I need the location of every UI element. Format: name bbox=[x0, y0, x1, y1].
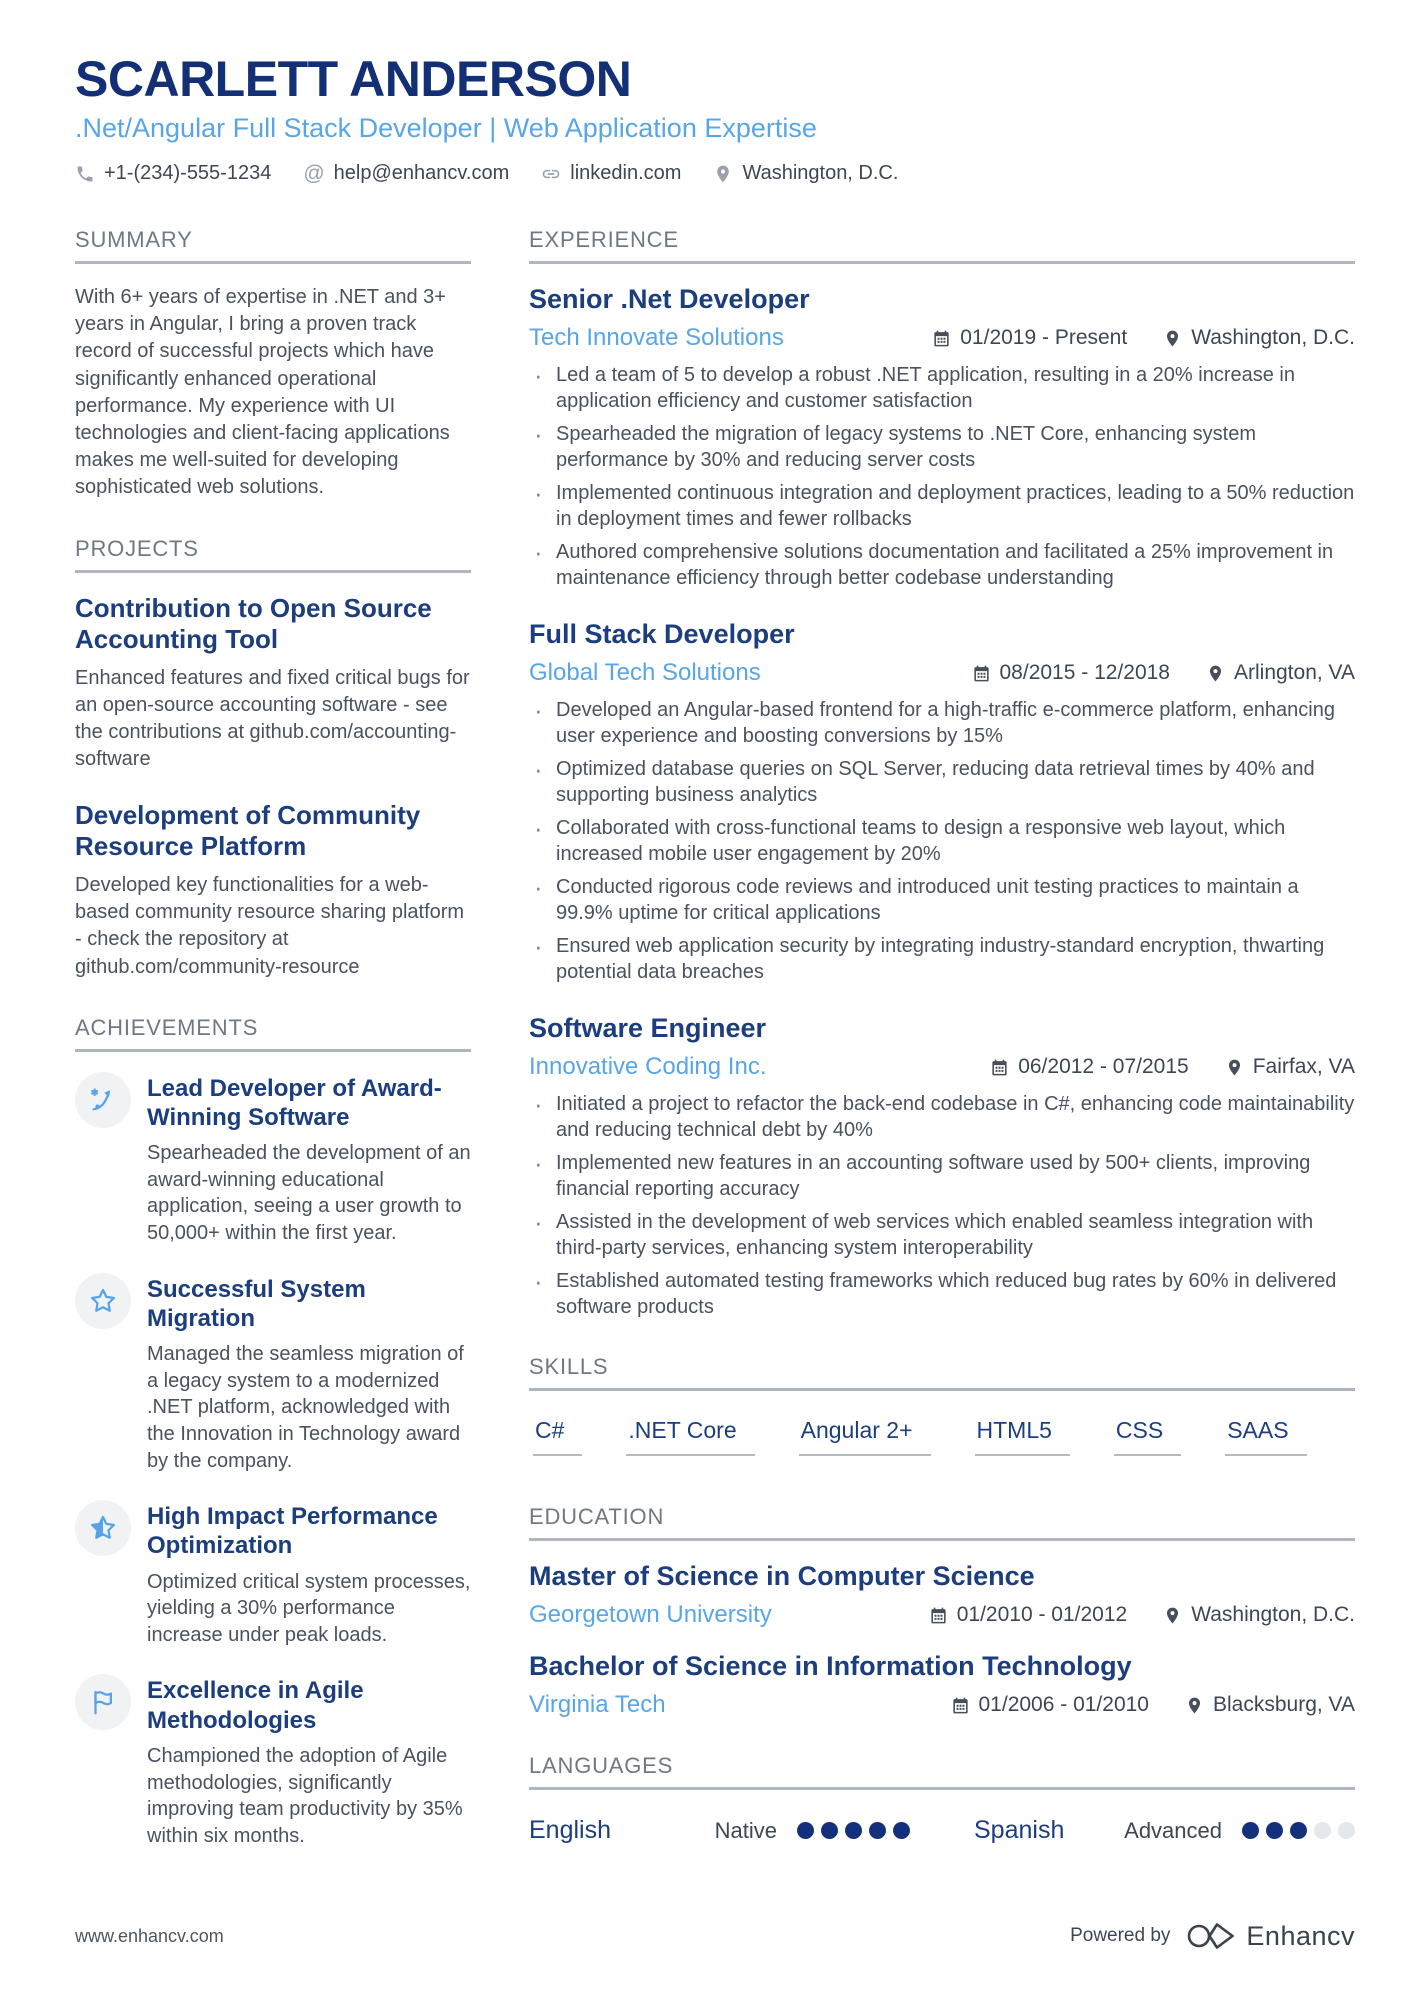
language-name: Spanish bbox=[974, 1816, 1065, 1844]
half-star-icon bbox=[75, 1500, 131, 1556]
footer bbox=[75, 1919, 1355, 1953]
language-level: Native bbox=[714, 1817, 777, 1843]
job-location: Fairfax, VA bbox=[1225, 1055, 1355, 1079]
job-bullet: · Implemented new features in an accounting software used by 500+ clients, improving financial reporting accuracy bbox=[529, 1150, 1355, 1202]
job-title: Senior .Net Developer bbox=[529, 284, 810, 314]
job-title: Full Stack Developer bbox=[529, 619, 795, 649]
job-bullet: · Led a team of 5 to develop a robust .NET application, resulting in a 20% increase in application efficiency and customer satisfaction bbox=[529, 362, 1355, 414]
languages-section bbox=[529, 1753, 1355, 1845]
experience-section bbox=[529, 227, 1355, 1320]
language-entry bbox=[529, 1816, 910, 1845]
language-level-dot bbox=[1242, 1822, 1259, 1839]
project-title: Contribution to Open Source Accounting Tool bbox=[75, 592, 432, 654]
achievement-item bbox=[75, 1674, 471, 1849]
job-bullet: · Developed an Angular-based frontend for a high-traffic e-commerce platform, enhancing user experience and boosting conversions by 15% bbox=[529, 697, 1355, 749]
school-name: Georgetown University bbox=[529, 1601, 772, 1628]
language-level-dot bbox=[869, 1822, 886, 1839]
achievement-description: Managed the seamless migration of a legacy system to a modernized .NET platform, acknowledged with the Innovation in Technology award by the company. bbox=[147, 1343, 464, 1472]
language-level-dots bbox=[797, 1822, 910, 1839]
job-bullet: · Assisted in the development of web services which enabled seamless integration with third-party services, enhancing system interoperability bbox=[529, 1209, 1355, 1261]
achievement-item bbox=[75, 1072, 471, 1247]
achievements-section-title: ACHIEVEMENTS bbox=[75, 1015, 471, 1052]
experience-section-title: EXPERIENCE bbox=[529, 227, 1355, 264]
project-item bbox=[75, 593, 471, 774]
achievement-item bbox=[75, 1273, 471, 1475]
job-dates: 01/2019 - Present bbox=[932, 326, 1127, 350]
left-column bbox=[75, 227, 471, 1883]
education-dates: 01/2006 - 01/2010 bbox=[951, 1693, 1149, 1717]
footer-website-link[interactable]: www.enhancv.com bbox=[75, 1925, 224, 1946]
degree-title: Bachelor of Science in Information Technology bbox=[529, 1651, 1132, 1681]
school-name: Virginia Tech bbox=[529, 1691, 666, 1718]
education-entry bbox=[529, 1651, 1355, 1719]
achievement-title: Successful System Migration bbox=[147, 1275, 366, 1332]
achievement-description: Spearheaded the development of an award-winning educational application, seeing a user growth to 50,000+ within the first year. bbox=[147, 1142, 471, 1245]
job-bullet: · Conducted rigorous code reviews and introduced unit testing practices to maintain a 99.9% uptime for critical applications bbox=[529, 874, 1355, 926]
education-entry bbox=[529, 1561, 1355, 1629]
job-location: Arlington, VA bbox=[1206, 661, 1355, 685]
company-name: Global Tech Solutions bbox=[529, 659, 761, 686]
project-item bbox=[75, 800, 471, 981]
location-pin-icon bbox=[1185, 1696, 1204, 1715]
contact-phone-text: +1-(234)-555-1234 bbox=[104, 162, 272, 184]
experience-entry bbox=[529, 1013, 1355, 1320]
enhancv-brand-name: Enhancv bbox=[1246, 1920, 1355, 1951]
language-level-dot bbox=[1266, 1822, 1283, 1839]
calendar-icon bbox=[972, 664, 991, 683]
contact-email-text: help@enhancv.com bbox=[333, 162, 510, 184]
languages-section-title: LANGUAGES bbox=[529, 1753, 1355, 1790]
location-pin-icon bbox=[713, 164, 733, 184]
education-dates: 01/2010 - 01/2012 bbox=[929, 1603, 1127, 1627]
skill-tag: Angular 2+ bbox=[799, 1417, 931, 1456]
job-dates: 08/2015 - 12/2018 bbox=[972, 661, 1170, 685]
experience-entry bbox=[529, 284, 1355, 591]
calendar-icon bbox=[951, 1696, 970, 1715]
professional-title: .Net/Angular Full Stack Developer | Web Application Expertise bbox=[75, 113, 817, 143]
job-bullets bbox=[529, 697, 1355, 985]
job-location: Washington, D.C. bbox=[1163, 326, 1355, 350]
skills-row bbox=[529, 1411, 1355, 1470]
person-name: SCARLETT ANDERSON bbox=[75, 51, 632, 107]
enhancv-logo[interactable] bbox=[1186, 1919, 1355, 1953]
location-pin-icon bbox=[1225, 1058, 1244, 1077]
job-bullet: · Established automated testing frameworks which reduced bug rates by 60% in delivered software products bbox=[529, 1268, 1355, 1320]
education-location: Blacksburg, VA bbox=[1185, 1693, 1355, 1717]
achievement-item bbox=[75, 1500, 471, 1648]
job-bullet: · Ensured web application security by integrating industry-standard encryption, thwarting potential data breaches bbox=[529, 933, 1355, 985]
contact-website-text: linkedin.com bbox=[570, 162, 682, 184]
calendar-icon bbox=[929, 1606, 948, 1625]
job-bullet: · Collaborated with cross-functional teams to design a responsive web layout, which increased mobile user engagement by 20% bbox=[529, 815, 1355, 867]
skills-section bbox=[529, 1354, 1355, 1470]
language-level-dot bbox=[821, 1822, 838, 1839]
job-bullet: · Implemented continuous integration and deployment practices, leading to a 50% reduction in deployment times and fewer rollbacks bbox=[529, 480, 1355, 532]
language-level-dot bbox=[845, 1822, 862, 1839]
achievement-title: Excellence in Agile Methodologies bbox=[147, 1677, 364, 1734]
job-bullet: · Spearheaded the migration of legacy systems to .NET Core, enhancing system performance by 30% and reducing server costs bbox=[529, 421, 1355, 473]
contact-location bbox=[713, 162, 898, 185]
contact-phone[interactable] bbox=[75, 162, 271, 185]
job-bullet: · Initiated a project to refactor the back-end codebase in C#, enhancing code maintainability and reducing technical debt by 40% bbox=[529, 1091, 1355, 1143]
location-pin-icon bbox=[1163, 1606, 1182, 1625]
language-level-dot bbox=[1314, 1822, 1331, 1839]
job-dates: 06/2012 - 07/2015 bbox=[990, 1055, 1188, 1079]
job-bullets bbox=[529, 362, 1355, 591]
projects-section bbox=[75, 536, 471, 981]
skill-tag: CSS bbox=[1114, 1417, 1181, 1456]
summary-section bbox=[75, 227, 471, 502]
summary-section-title: SUMMARY bbox=[75, 227, 471, 264]
project-description: Developed key functionalities for a web-based community resource sharing platform - check the repository at github.com/community-resource bbox=[75, 874, 465, 978]
achievements-section bbox=[75, 1015, 471, 1850]
calendar-icon bbox=[990, 1058, 1009, 1077]
company-name: Innovative Coding Inc. bbox=[529, 1053, 767, 1080]
project-description: Enhanced features and fixed critical bugs for an open-source accounting software - see the contributions at github.com/accounting-software bbox=[75, 666, 470, 771]
education-section-title: EDUCATION bbox=[529, 1504, 1355, 1541]
powered-by-label: Powered by bbox=[1070, 1925, 1171, 1946]
achievement-title: High Impact Performance Optimization bbox=[147, 1503, 438, 1560]
language-level-dots bbox=[1242, 1822, 1355, 1839]
project-title: Development of Community Resource Platform bbox=[75, 799, 421, 861]
flag-icon bbox=[75, 1674, 131, 1730]
language-level-dot bbox=[1290, 1822, 1307, 1839]
location-pin-icon bbox=[1206, 664, 1225, 683]
skill-tag: C# bbox=[533, 1417, 582, 1456]
contact-row bbox=[75, 162, 1355, 185]
header bbox=[75, 52, 1355, 185]
degree-title: Master of Science in Computer Science bbox=[529, 1561, 1035, 1591]
achievement-description: Championed the adoption of Agile methodologies, significantly improving team productivity by 35% within six months. bbox=[147, 1745, 463, 1847]
language-level-dot bbox=[797, 1822, 814, 1839]
right-column bbox=[529, 227, 1355, 1883]
experience-entry bbox=[529, 619, 1355, 985]
job-bullet: · Authored comprehensive solutions documentation and facilitated a 25% improvement in maintenance efficiency through better codebase understanding bbox=[529, 539, 1355, 591]
skills-section-title: SKILLS bbox=[529, 1354, 1355, 1391]
powered-by bbox=[1070, 1919, 1355, 1953]
contact-website[interactable] bbox=[541, 162, 681, 185]
phone-icon bbox=[75, 164, 95, 184]
contact-email[interactable] bbox=[303, 162, 509, 185]
skill-tag: HTML5 bbox=[975, 1417, 1070, 1456]
language-level: Advanced bbox=[1124, 1817, 1222, 1843]
language-level-dot bbox=[1338, 1822, 1355, 1839]
at-icon: @ bbox=[303, 162, 325, 185]
achievement-title: Lead Developer of Award-Winning Software bbox=[147, 1074, 442, 1132]
job-bullet: · Optimized database queries on SQL Server, reducing data retrieval times by 40% and supporting business analytics bbox=[529, 756, 1355, 808]
enhancv-logo-icon bbox=[1186, 1919, 1238, 1953]
skill-tag: .NET Core bbox=[626, 1417, 754, 1456]
projects-section-title: PROJECTS bbox=[75, 536, 471, 573]
link-icon bbox=[541, 164, 561, 184]
calendar-icon bbox=[932, 329, 951, 348]
contact-location-text: Washington, D.C. bbox=[742, 162, 899, 184]
skill-tag: SAAS bbox=[1225, 1417, 1306, 1456]
company-name: Tech Innovate Solutions bbox=[529, 324, 784, 351]
language-name: English bbox=[529, 1816, 611, 1844]
education-section bbox=[529, 1504, 1355, 1719]
growth-route-icon bbox=[75, 1072, 131, 1128]
language-entry bbox=[974, 1816, 1355, 1845]
star-outline-icon bbox=[75, 1273, 131, 1329]
language-level-dot bbox=[893, 1822, 910, 1839]
summary-text: With 6+ years of expertise in .NET and 3+ years in Angular, I bring a proven track record of successful projects which have significantly enhanced operational performance. My experience with UI technologies and client-facing applications makes me well-suited for developing sophisticated web solutions. bbox=[75, 286, 450, 499]
achievement-description: Optimized critical system processes, yielding a 30% performance increase under peak loads. bbox=[147, 1570, 471, 1646]
job-title: Software Engineer bbox=[529, 1013, 767, 1043]
location-pin-icon bbox=[1163, 329, 1182, 348]
job-bullets bbox=[529, 1091, 1355, 1320]
education-location: Washington, D.C. bbox=[1163, 1603, 1355, 1627]
